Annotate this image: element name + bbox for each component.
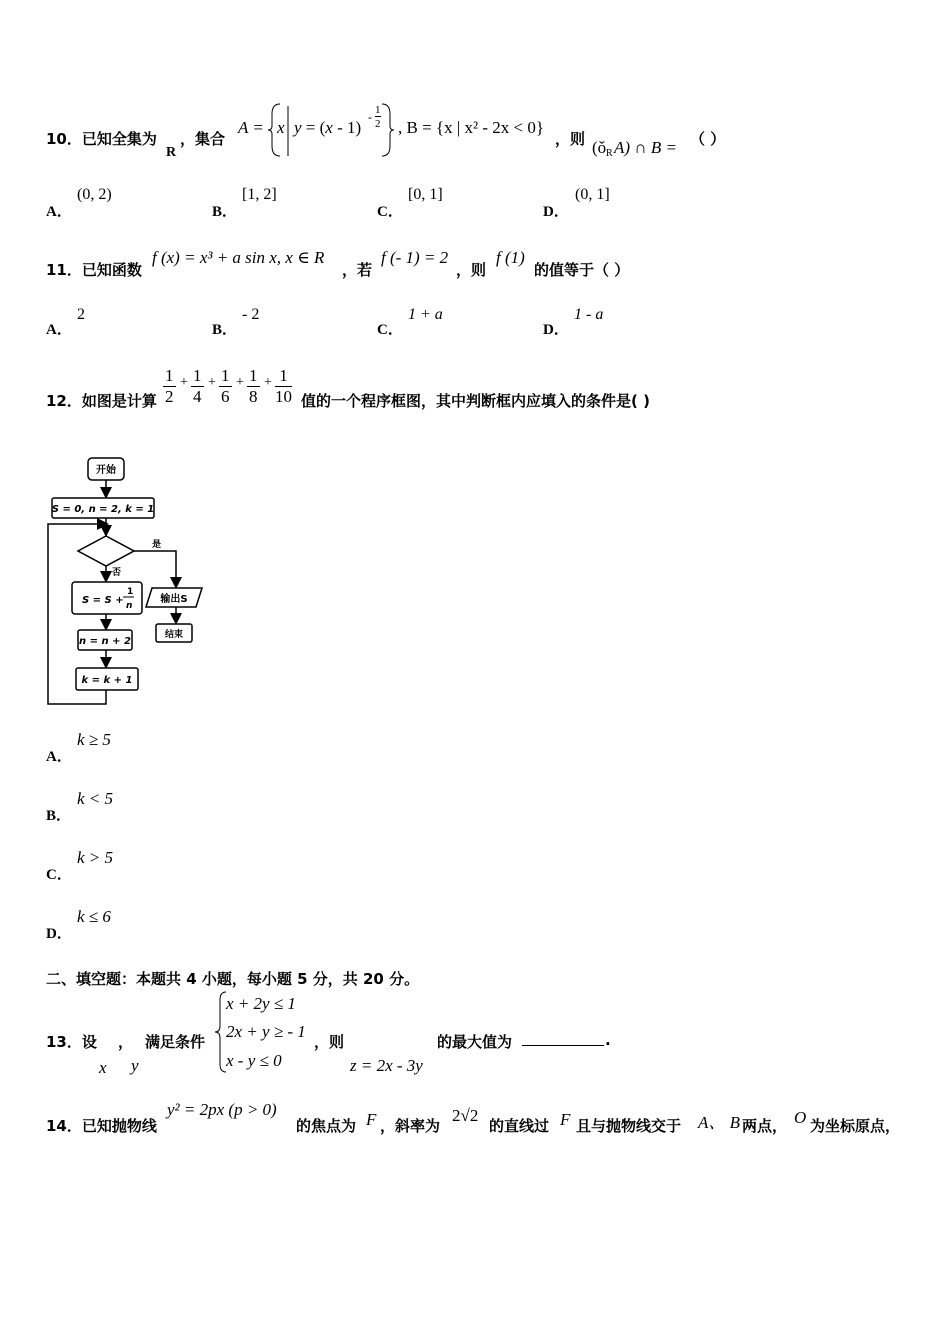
q13-end: .	[605, 1031, 611, 1049]
q11-option-c-label: C．	[377, 322, 403, 338]
q11-cond: f (- 1) = 2	[381, 248, 449, 267]
q12-fraction-3-num: 1	[221, 366, 230, 385]
q10-option-d-value: (0, 1]	[575, 186, 610, 203]
flowchart-output-text: 输出S	[160, 594, 188, 605]
q12-lead: 12．如图是计算	[46, 392, 157, 410]
q12-plus-2: +	[208, 375, 216, 390]
q14-intersect: 且与抛物线交于	[576, 1117, 682, 1135]
q13-objective: z = 2x - 3y	[350, 1056, 423, 1075]
q11-option-b-value: - 2	[242, 306, 260, 323]
q12-fraction-2-num: 1	[193, 366, 202, 385]
q13-var-x: x	[99, 1058, 107, 1077]
q10-mid: ，集合	[180, 130, 226, 148]
flowchart-no-label: 否	[112, 568, 122, 578]
flowchart-start-text: 开始	[96, 465, 116, 476]
q13-satisfy: 满足条件	[145, 1033, 206, 1051]
q10-option-a-label: A．	[46, 204, 72, 220]
q12-fraction-3-den: 6	[221, 387, 230, 406]
q13-constraint-2: 2x + y ≥ - 1	[226, 1022, 306, 1041]
q12-option-d-value: k ≤ 6	[77, 907, 111, 926]
flowchart-yes-label: 是	[152, 540, 162, 550]
flowchart-update-k-text: k = k + 1	[81, 675, 133, 686]
q11-option-a-value: 2	[77, 306, 85, 323]
q13-constraint-1: x + 2y ≤ 1	[226, 994, 296, 1013]
q12-flowchart	[40, 452, 210, 710]
q10-exp-sign: -	[368, 110, 372, 124]
flowchart-update-n-text: n = n + 2	[79, 636, 131, 647]
q12-fraction-4-den: 8	[249, 387, 258, 406]
q12-plus-1: +	[180, 375, 188, 390]
q11-lead: 11．已知函数	[46, 261, 142, 279]
q11-then: ，则	[456, 261, 487, 279]
flowchart-update-s-text: S = S +	[82, 595, 124, 606]
q10-expr-tail: A) ∩ B =	[614, 138, 677, 157]
q12-fraction-5-den: 10	[275, 387, 292, 406]
q10-set-a-name: A =	[238, 118, 264, 137]
q10-var-x: x	[277, 118, 285, 137]
q10-set-a-body: y = (x - 1)	[294, 118, 362, 137]
flowchart-update-s-num: 1	[127, 587, 134, 597]
q12-option-c-value: k > 5	[77, 848, 114, 867]
q12-fraction-1-num: 1	[165, 366, 174, 385]
q11-func: f (x) = x³ + a sin x, x ∈ R	[152, 248, 325, 267]
q14-lead: 14．已知抛物线	[46, 1117, 157, 1135]
q10-expr: (ǒ	[592, 138, 607, 157]
q11-tail: 的值等于（ ）	[534, 261, 630, 279]
q10-universe: R	[166, 145, 177, 160]
q13-comma: ，	[118, 1033, 134, 1051]
q10-option-b-label: B．	[212, 204, 238, 220]
q12-plus-3: +	[236, 375, 244, 390]
section-2-heading: 二、填空题：本题共 4 小题，每小题 5 分，共 20 分。	[46, 970, 420, 988]
q12-option-b-value: k < 5	[77, 789, 114, 808]
q10-answer-paren: （ ）	[690, 130, 726, 148]
q12-option-a-value: k ≥ 5	[77, 730, 111, 749]
q14-o: O	[794, 1108, 807, 1127]
q12-fraction-1	[163, 366, 176, 407]
q11-target: f (1)	[496, 248, 525, 267]
q14-ab: A、 B	[698, 1113, 741, 1132]
q14-f2: F	[560, 1110, 571, 1129]
q13-var-y: y	[131, 1056, 139, 1075]
q12-option-d-label: D．	[46, 926, 72, 942]
q11-if: ，若	[342, 261, 373, 279]
q12-plus-4: +	[264, 375, 272, 390]
q10-exp-num: 1	[375, 104, 381, 116]
q10-option-d-label: D．	[543, 204, 569, 220]
q13-lead: 13．设	[46, 1033, 97, 1051]
q12-option-c-label: C．	[46, 867, 72, 883]
flowchart-decision-diamond	[78, 536, 134, 566]
q11-option-b-label: B．	[212, 322, 238, 338]
q14-origin: 为坐标原点，	[810, 1117, 901, 1135]
q10-set-b: , B = {x | x² - 2x < 0}	[398, 118, 544, 137]
q14-slope: ，斜率为	[380, 1117, 441, 1135]
q10-option-b-value: [1, 2]	[242, 186, 277, 203]
q11-option-a-label: A．	[46, 322, 72, 338]
flowchart-update-s-den: n	[126, 601, 133, 611]
q12-fraction-2	[191, 366, 204, 407]
q12-fraction-4	[247, 366, 260, 407]
q12-fraction-5	[275, 366, 292, 407]
q10-option-c-label: C．	[377, 204, 403, 220]
q13-answer-blank[interactable]	[522, 1031, 604, 1046]
q10-lead: 10．已知全集为	[46, 130, 157, 148]
q11-option-d-value: 1 - a	[574, 306, 604, 323]
q10-option-c-value: [0, 1]	[408, 186, 443, 203]
q14-focus: 的焦点为	[296, 1117, 357, 1135]
flowchart-end-text: 结束	[164, 630, 184, 640]
q12-fraction-4-num: 1	[249, 366, 258, 385]
q10-option-a-value: (0, 2)	[77, 186, 112, 203]
q10-exp-den: 2	[375, 118, 381, 130]
q11-option-d-label: D．	[543, 322, 569, 338]
q14-two: 两点，	[742, 1117, 788, 1135]
q13-tail: 的最大值为	[437, 1033, 513, 1051]
q10-then: ，则	[555, 130, 586, 148]
q12-tail: 值的一个程序框图，其中判断框内应填入的条件是( )	[301, 392, 650, 410]
q10-expr-sub: R	[606, 148, 613, 159]
q14-slope-value: 2√2	[452, 1106, 479, 1125]
q13-constraint-3: x - y ≤ 0	[226, 1051, 282, 1070]
q12-option-a-label: A．	[46, 749, 72, 765]
q11-option-c-value: 1 + a	[408, 306, 443, 323]
q12-fraction-5-num: 1	[275, 366, 292, 387]
q14-parabola: y² = 2px (p > 0)	[167, 1100, 277, 1119]
q12-option-b-label: B．	[46, 808, 72, 824]
q12-fraction-2-den: 4	[193, 387, 202, 406]
q13-then: ，则	[314, 1033, 345, 1051]
flowchart-init-text: S = 0, n = 2, k = 1	[51, 504, 155, 515]
q14-f: F	[366, 1110, 377, 1129]
q12-fraction-3	[219, 366, 232, 407]
q12-fraction-1-den: 2	[165, 387, 174, 406]
q14-line: 的直线过	[489, 1117, 550, 1135]
